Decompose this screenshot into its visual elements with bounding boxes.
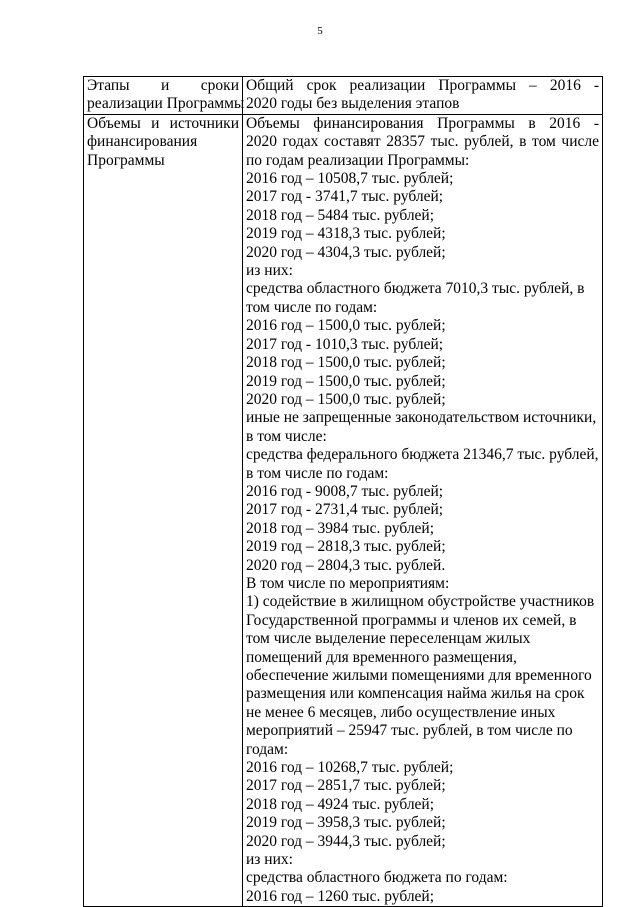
row-value-line: том числе выделение переселенцам жилых — [246, 630, 531, 648]
row-label-line: реализации Программы — [87, 95, 245, 113]
page-number: 5 — [317, 25, 323, 37]
table-body — [84, 77, 603, 907]
table-row — [84, 114, 603, 906]
row-label-line: Программы — [87, 151, 165, 169]
row-value-line: 2019 год – 1500,0 тыс. рублей; — [246, 372, 446, 390]
row-value-line: 2019 год – 4318,3 тыс. рублей; — [246, 225, 446, 243]
row-value-cell — [243, 114, 603, 906]
row-value-line: 2020 годы без выделения этапов — [246, 95, 460, 113]
row-value-line: 2018 год – 1500,0 тыс. рублей; — [246, 354, 446, 372]
row-value-line: 2016 год - 9008,7 тыс. рублей; — [246, 482, 444, 500]
row-value-line: иные не запрещенные законодательством источники, — [246, 409, 597, 427]
row-value-line: Общий срок реализации Программы – 2016 - — [246, 77, 599, 94]
row-value-line: 2018 год – 4924 тыс. рублей; — [246, 795, 435, 813]
row-value-line: 2019 год – 3958,3 тыс. рублей; — [246, 814, 446, 832]
row-value-line: 2016 год – 10508,7 тыс. рублей; — [246, 170, 454, 188]
row-value-cell — [243, 77, 603, 115]
row-value-line: Государственной программы и членов их семей, в — [246, 611, 577, 629]
row-value-line: 2016 год – 10268,7 тыс. рублей; — [246, 759, 454, 777]
row-label-line: Объемы и источники — [87, 114, 239, 132]
row-label-line: финансирования — [87, 133, 198, 151]
row-value-line: в том числе: — [246, 427, 327, 445]
row-value-line: годам: — [246, 740, 289, 758]
row-value-line: мероприятий – 25947 тыс. рублей, в том числе по — [246, 722, 573, 740]
row-value-line: 2020 год – 2804,3 тыс. рублей. — [246, 556, 446, 574]
row-value-line: 2018 год – 3984 тыс. рублей; — [246, 519, 435, 537]
row-value-line: размещения или компенсация найма жилья на срок — [246, 685, 585, 703]
row-value-line: из них: — [246, 262, 293, 280]
row-value-line: не менее 6 месяцев, либо осуществление иных — [246, 703, 556, 721]
row-value-line: 2020 год – 3944,3 тыс. рублей; — [246, 832, 446, 850]
row-label-cell — [84, 77, 243, 115]
row-value-line: В том числе по мероприятиям: — [246, 574, 450, 592]
row-value-line: средства федерального бюджета 21346,7 тыс. рублей, — [246, 446, 599, 464]
row-value-line: 2019 год – 2818,3 тыс. рублей; — [246, 538, 446, 556]
row-label-line: Этапы и сроки — [87, 77, 239, 94]
row-value-line: 1) содействие в жилищном обустройстве участников — [246, 593, 595, 611]
row-value-line: средства областного бюджета по годам: — [246, 869, 508, 887]
row-value-line: 2020 год – 1500,0 тыс. рублей; — [246, 390, 446, 408]
row-value-line: 2017 год - 1010,3 тыс. рублей; — [246, 335, 444, 353]
row-label-cell — [84, 114, 243, 906]
row-value-line: обеспечение жилыми помещениями для временного — [246, 667, 592, 684]
row-value-line: Объемы финансирования Программы в 2016 - — [246, 114, 599, 132]
row-value-line: в том числе по годам: — [246, 464, 389, 482]
row-value-line: 2020 годах составят 28357 тыс. рублей, в том числе — [246, 133, 599, 151]
row-value-line: 2016 год – 1500,0 тыс. рублей; — [246, 317, 446, 335]
row-value-line: том числе по годам: — [246, 298, 378, 316]
row-value-line: 2017 год - 3741,7 тыс. рублей; — [246, 188, 444, 206]
program-passport-table — [83, 76, 603, 907]
row-value-line: 2017 год – 2851,7 тыс. рублей; — [246, 777, 446, 795]
row-value-line: по годам реализации Программы: — [246, 151, 470, 169]
row-value-line: 2020 год – 4304,3 тыс. рублей; — [246, 243, 446, 261]
row-value-line: средства областного бюджета 7010,3 тыс. рублей, в — [246, 280, 585, 298]
row-value-line: 2017 год - 2731,4 тыс. рублей; — [246, 501, 444, 519]
row-value-line: из них: — [246, 851, 293, 869]
row-value-line: помещений для временного размещения, — [246, 648, 517, 666]
table-row — [84, 77, 603, 115]
row-value-line: 2018 год – 5484 тыс. рублей; — [246, 206, 435, 224]
row-value-line: 2016 год – 1260 тыс. рублей; — [246, 887, 435, 905]
